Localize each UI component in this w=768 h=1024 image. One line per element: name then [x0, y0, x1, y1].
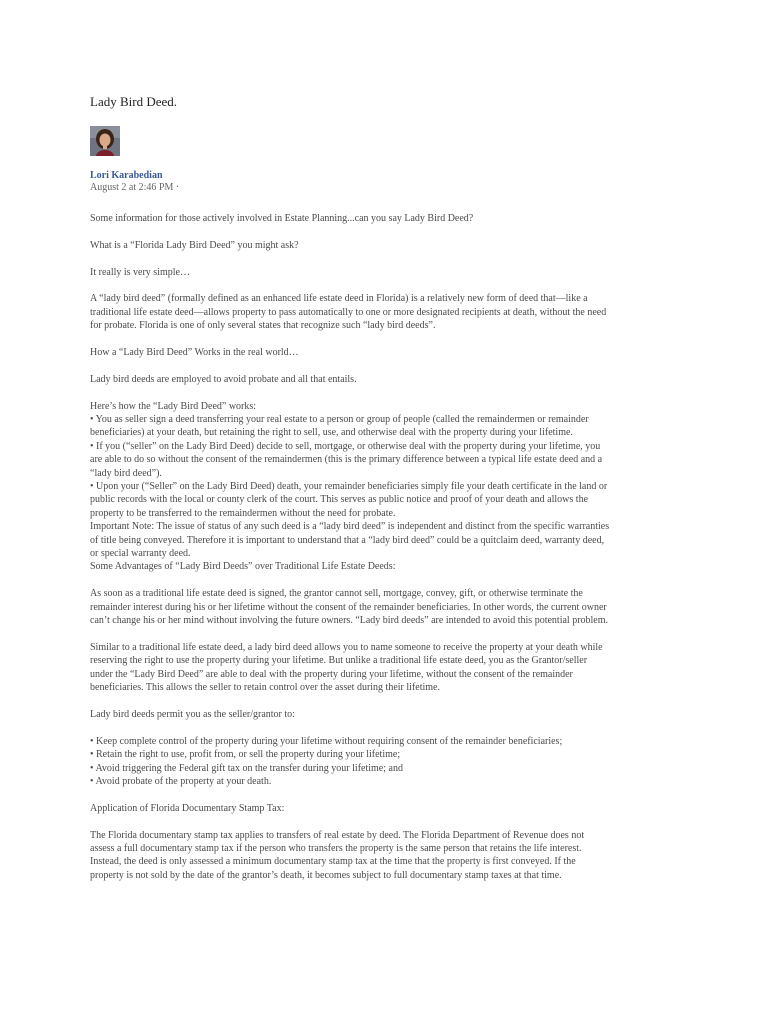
text-line: Some Advantages of “Lady Bird Deeds” over Traditional Life Estate Deeds: — [90, 561, 396, 573]
text-line: “lady bird deed”). — [90, 467, 162, 479]
paragraph — [90, 373, 690, 386]
author-avatar[interactable] — [90, 126, 120, 156]
text-line: or special warranty deed. — [90, 548, 191, 560]
text-line: under the “Lady Bird Deed” are able to deal with the property during your lifetime, without the consent of the remainder — [90, 668, 573, 680]
paragraph — [90, 239, 690, 252]
text-line: for probate. Florida is one of only several states that recognize such “lady bird deeds”. — [90, 320, 436, 332]
text-line: can’t change his or her mind without involving the future owners. “Lady bird deeds” are intended to avoid this potential problem. — [90, 615, 609, 627]
post — [90, 94, 690, 882]
text-line: Lady bird deeds permit you as the seller/grantor to: — [90, 708, 295, 720]
text-line: Application of Florida Documentary Stamp Tax: — [90, 802, 285, 814]
text-line: Lady bird deeds are employed to avoid probate and all that entails. — [90, 373, 357, 385]
text-line: Some information for those actively involved in Estate Planning...can you say Lady Bird Deed? — [90, 213, 474, 224]
text-line: • Keep complete control of the property during your lifetime without requiring consent of the remainder beneficiaries; — [90, 735, 563, 747]
author-name-link[interactable]: Lori Karabedian — [90, 170, 163, 181]
text-line: • Upon your (“Seller” on the Lady Bird Deed) death, your remainder beneficiaries simply file your death certificate in the land or — [90, 481, 608, 493]
post-title: Lady Bird Deed. — [90, 94, 178, 109]
paragraph — [90, 641, 690, 695]
paragraph — [90, 346, 690, 359]
text-line: Here’s how the “Lady Bird Deed” works: — [90, 400, 257, 412]
text-line: It really is very simple… — [90, 266, 190, 278]
text-line: What is a “Florida Lady Bird Deed” you might ask? — [90, 239, 299, 251]
text-line: Important Note: The issue of status of any such deed is a “lady bird deed” is independent and distinct from the specific warranties — [90, 521, 610, 533]
post-timestamp[interactable]: August 2 at 2:46 PM · — [90, 182, 180, 193]
paragraph — [90, 266, 690, 279]
text-line: property is not sold by the date of the grantor’s death, it becomes subject to full documentary stamp taxes at that time. — [90, 869, 562, 881]
text-line: • You as seller sign a deed transferring your real estate to a person or group of people (called the remaindermen or remainder — [90, 414, 589, 425]
text-line: public records with the local or county clerk of the court. This serves as public notice and proof of your death and allows the — [90, 494, 589, 506]
text-line: reserving the right to use the property during your lifetime. But unlike a traditional life estate deed, you as the Grantor/seller — [90, 655, 588, 667]
text-line: beneficiaries) at your death, but retaining the right to sell, use, and otherwise deal with the property during your lifetime. — [90, 427, 573, 439]
text-line: of title being conveyed. Therefore it is important to understand that a “lady bird deed” could be a quitclaim deed, warranty deed, — [90, 534, 605, 546]
text-line: traditional life estate deed—allows property to pass automatically to one or more designated recipients at death, without the need — [90, 306, 607, 318]
text-line: • Retain the right to use, profit from, or sell the property during your lifetime; — [90, 749, 401, 761]
text-line: beneficiaries. This allows the seller to retain control over the asset during their lifetime. — [90, 682, 440, 694]
paragraph — [90, 735, 690, 789]
post-body — [90, 212, 690, 882]
paragraph — [90, 292, 690, 332]
text-line: Similar to a traditional life estate deed, a lady bird deed allows you to name someone to receive the property at your death while — [90, 641, 603, 653]
text-line: A “lady bird deed” (formally defined as an enhanced life estate deed in Florida) is a relatively new form of deed that—like a — [90, 293, 588, 305]
paragraph — [90, 212, 690, 225]
text-line: property to be transferred to the remaindermen without the need for probate. — [90, 507, 396, 519]
paragraph — [90, 400, 690, 574]
text-line: are able to do so without the consent of the remaindermen (this is the primary difference between a typical life estate deed and a — [90, 454, 603, 466]
paragraph — [90, 802, 690, 815]
text-line: assess a full documentary stamp tax if the person who transfers the property is the same person that retains the life interest. — [90, 842, 582, 854]
paragraph — [90, 708, 690, 721]
avatar-photo-icon — [90, 126, 120, 156]
text-line: The Florida documentary stamp tax applies to transfers of real estate by deed. The Florida Department of Revenue does not — [90, 829, 585, 841]
text-line: remainder interest during his or her lifetime without the consent of the remainder beneficiaries. In other words, the current owner — [90, 601, 607, 613]
text-line: Instead, the deed is only assessed a minimum documentary stamp tax at the time that the property is first conveyed. If the — [90, 856, 576, 868]
text-line: • If you (“seller” on the Lady Bird Deed) decide to sell, mortgage, or otherwise deal with the property during your lifetime, you — [90, 440, 601, 452]
text-line: • Avoid probate of the property at your death. — [90, 775, 272, 787]
text-line: As soon as a traditional life estate deed is signed, the grantor cannot sell, mortgage, convey, gift, or otherwise terminate the — [90, 588, 583, 600]
text-line: • Avoid triggering the Federal gift tax on the transfer during your lifetime; and — [90, 762, 403, 774]
paragraph — [90, 829, 690, 883]
paragraph — [90, 587, 690, 627]
text-line: How a “Lady Bird Deed” Works in the real world… — [90, 347, 299, 358]
